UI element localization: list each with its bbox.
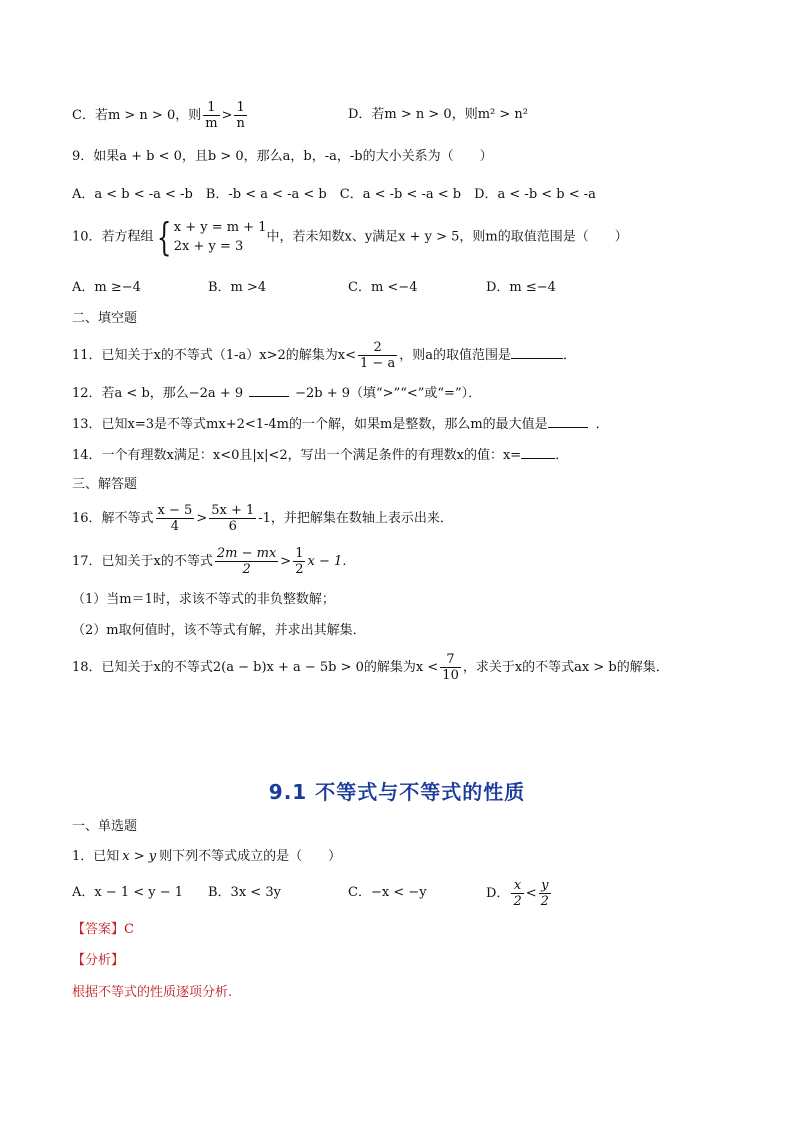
section-fill-blank: 二、填空题: [72, 311, 138, 326]
q1-option-d: D． $\frac{x}{2}$ < $\frac{y}{2}$: [486, 878, 549, 909]
q13: 13．已知x=3是不等式mx+2<1-4m的一个解，如果m是整数，那么m的最大值是 ．: [72, 413, 609, 434]
q1d-fraction-2: $\frac{y}{2}$: [540, 878, 549, 909]
q8c-fraction-2: $\frac{1}{n}$: [236, 100, 245, 131]
section-single-choice: 一、单选题: [72, 819, 138, 834]
q16: 16．解不等式 $\frac{x - 5}{4}$ > $\frac{5x + 1}{6}$ -1，并把解集在数轴上表示出来．: [72, 503, 453, 534]
q10-option-a: A．m ≥−4: [72, 280, 141, 295]
q11: 11．已知关于x的不等式（1-a）x>2的解集为x< $\frac{2}{1 - a}$ ，则a的取值范围是 ．: [72, 340, 576, 371]
q10-option-d: D．m ≤−4: [486, 280, 556, 295]
q11-fraction: $\frac{2}{1 - a}$: [360, 340, 396, 371]
answer-label: 【答案】C: [72, 922, 134, 937]
q8c-prefix: C．若m > n > 0，则: [72, 108, 202, 123]
q17-fraction-2: $\frac{1}{2}$: [295, 546, 304, 577]
q16-fraction-1: $\frac{x - 5}{4}$: [157, 503, 193, 534]
q13-answer-blank[interactable]: [548, 413, 588, 428]
q16-fraction-2: $\frac{5x + 1}{6}$: [211, 503, 255, 534]
q17-part-1: （1）当m＝1时，求该不等式的非负整数解；: [72, 592, 335, 607]
system-brace: {: [156, 215, 171, 259]
q1-option-a: A．x − 1 < y − 1: [72, 885, 184, 900]
q12: 12．若a < b，那么−2a + 9 −2b + 9（填“>”“<”或“=”）．: [72, 382, 481, 403]
q1d-fraction-1: $\frac{x}{2}$: [513, 878, 522, 909]
q18: 18．已知关于x的不等式2(a − b)x + a − 5b > 0的解集为x < $\frac{7}{10}$ ，求关于x的不等式ax > b的解集．: [72, 652, 669, 683]
q11-answer-blank[interactable]: [511, 344, 563, 359]
q1-option-c: C．−x < −y: [348, 885, 427, 900]
q9-options: A．a < b < -a < -b B．-b < a < -a < b C．a < -b < -a < b D．a < -b < b < -a: [72, 187, 596, 202]
q17: 17．已知关于x的不等式 $\frac{2m - mx}{2}$ > $\frac{1}{2}$ x − 1．: [72, 546, 356, 577]
q12-answer-blank[interactable]: [249, 382, 289, 397]
q8-option-c: C．若m > n > 0，则 $\frac{1}{m}$ > $\frac{1}{n}$: [72, 100, 245, 131]
q9-stem: 9．如果a + b < 0，且b > 0，那么a，b，-a，-b的大小关系为（ ）: [72, 149, 493, 164]
equation-system: x + y = m + 1 2x + y = 3: [173, 220, 267, 254]
q17-fraction-1: $\frac{2m - mx}{2}$: [216, 546, 277, 577]
q18-fraction: $\frac{7}{10}$: [442, 652, 459, 683]
q1-option-b: B．3x < 3y: [208, 885, 281, 900]
q1-stem: 1．已知 x > y 则下列不等式成立的是（ ）: [72, 849, 342, 864]
q14: 14．一个有理数x满足：x<0且|x|<2，写出一个满足条件的有理数x的值：x= ．: [72, 444, 568, 465]
q14-answer-blank[interactable]: [521, 444, 555, 459]
q10-option-c: C．m <−4: [348, 280, 418, 295]
analysis-label: 【分析】: [72, 953, 125, 968]
q10-stem: 10．若方程组{ x + y = m + 1 2x + y = 3 中，若未知数x、y满足x + y > 5，则m的取值范围是（ ）: [72, 215, 628, 259]
q8-option-d: D．若m > n > 0，则m² > n²: [348, 107, 528, 122]
q8c-fraction-1: $\frac{1}{m}$: [205, 100, 218, 131]
analysis-text: 根据不等式的性质逐项分析.: [72, 985, 233, 1000]
q17-part-2: （2）m取何值时，该不等式有解，并求出其解集．: [72, 623, 366, 638]
q10-option-b: B．m >4: [208, 280, 267, 295]
section-title: 9.1 不等式与不等式的性质: [268, 780, 526, 804]
section-solve: 三、解答题: [72, 477, 138, 492]
